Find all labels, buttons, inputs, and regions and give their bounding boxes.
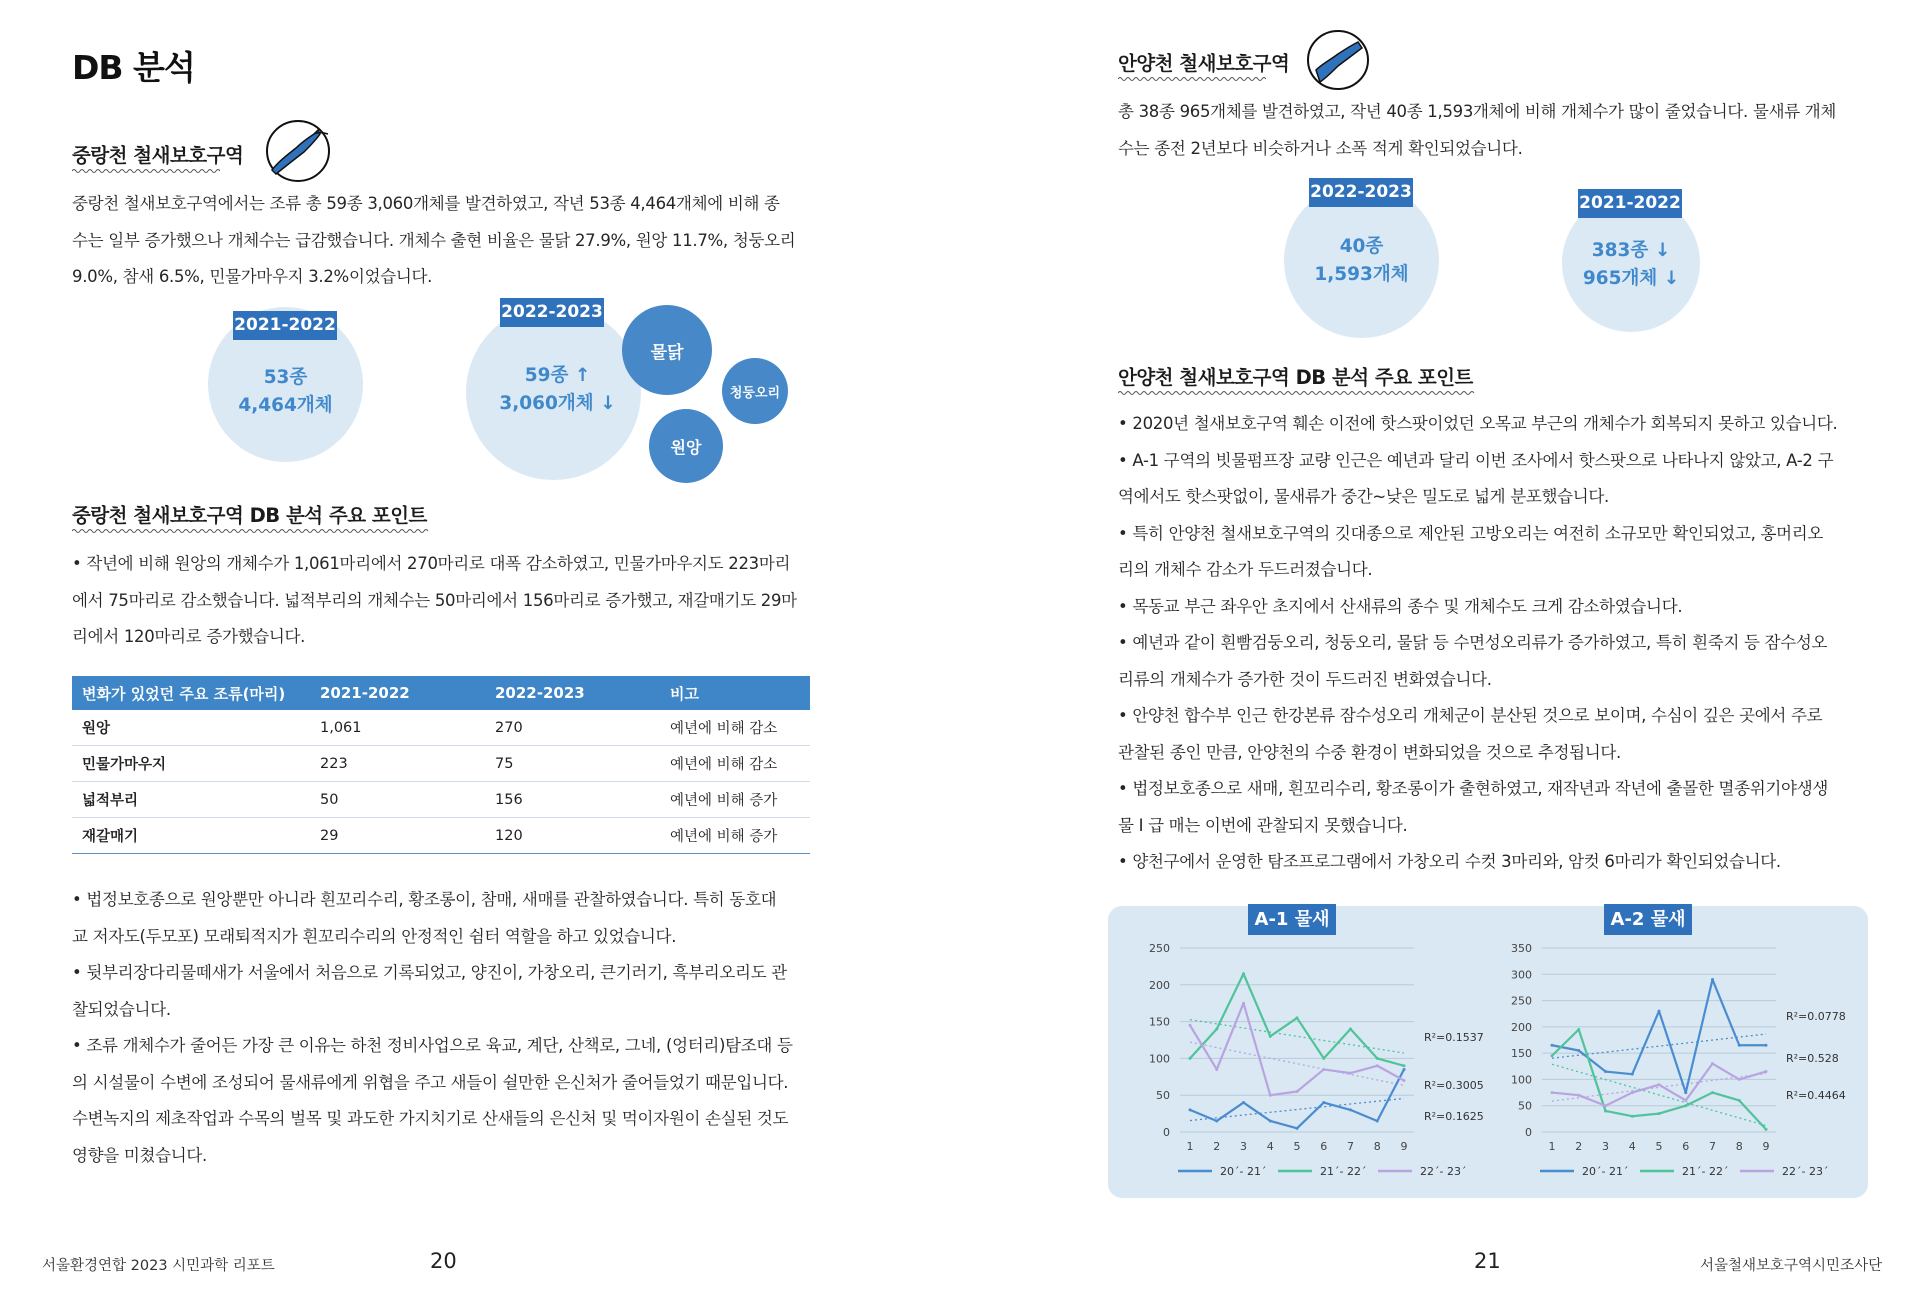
legend-label: 22´- 23´ — [1420, 1165, 1467, 1178]
r-squared-label: R²=0.0778 — [1786, 1010, 1846, 1023]
data-point — [1577, 1028, 1580, 1031]
data-point — [1631, 1091, 1634, 1094]
y-tick-label: 0 — [1163, 1126, 1170, 1139]
table-header: 2021-2022 — [310, 676, 485, 710]
x-tick-label: 9 — [1400, 1140, 1408, 1153]
y-tick-label: 50 — [1518, 1099, 1532, 1113]
table-cell: 1,061 — [310, 710, 485, 746]
bullet-line: 의 시설물이 수변에 조성되어 물새류에게 위협을 주고 새들이 쉴만한 은신처가 줄어들었기 때문입니다. — [72, 1072, 789, 1092]
summary-line: 중랑천 철새보호구역에서는 조류 총 59종 3,060개체를 발견하였고, 작년 53종 4,464개체에 비해 종 — [72, 194, 780, 213]
bullet-line: • 2020년 철새보호구역 훼손 이전에 핫스팟이었던 오목교 부근의 개체수가 회복되지 못하고 있습니다. — [1118, 414, 1838, 433]
data-point — [1551, 1044, 1554, 1047]
prev-year-stats — [1284, 233, 1439, 289]
chart-a2-waterbirds — [1468, 906, 1868, 1198]
data-point — [1403, 1079, 1406, 1082]
trendline — [1190, 1042, 1404, 1085]
r-squared-label: R²=0.1537 — [1424, 1031, 1484, 1044]
bird-change-table — [72, 676, 810, 854]
year-badge: 2022-2023 — [1309, 178, 1413, 207]
y-tick-label: 200 — [1511, 1020, 1532, 1034]
data-point — [1765, 1128, 1768, 1131]
jungnang-analysis-title: 중랑천 철새보호구역 DB 분석 주요 포인트 — [72, 504, 427, 527]
summary-line: 수는 일부 증가했으나 개체수는 급감했습니다. 개체수 출현 비율은 물닭 27.9%, 원앙 11.7%, 청둥오리 — [72, 230, 796, 250]
y-tick-label: 200 — [1149, 978, 1170, 992]
legend-label: 20´- 21´ — [1582, 1165, 1629, 1178]
data-point — [1631, 1115, 1634, 1118]
x-tick-label: 3 — [1240, 1140, 1247, 1153]
data-point — [1296, 1127, 1299, 1130]
table-cell: 50 — [310, 782, 485, 818]
data-point — [1684, 1104, 1687, 1107]
table-cell: 민물가마우지 — [72, 746, 310, 782]
bullet-line: 리류의 개체수가 증가한 것이 두드러진 변화였습니다. — [1118, 669, 1492, 689]
y-tick-label: 250 — [1149, 942, 1170, 955]
chart-a1-waterbirds — [1108, 906, 1488, 1198]
individual-count: 1,593개체 — [1314, 264, 1409, 285]
data-point — [1215, 1119, 1218, 1122]
bubble-mandarin-duck: 원앙 — [649, 409, 723, 483]
y-tick-label: 100 — [1511, 1073, 1532, 1087]
year-badge: 2021-2022 — [1578, 189, 1682, 218]
data-point — [1738, 1099, 1741, 1102]
waterbird-charts-panel — [1108, 906, 1868, 1198]
anyang-summary — [1118, 94, 1878, 167]
data-point — [1242, 1101, 1245, 1104]
data-point — [1349, 1027, 1352, 1030]
y-tick-label: 350 — [1511, 942, 1532, 955]
data-point — [1711, 978, 1714, 981]
bullet-line: 에서 75마리로 감소했습니다. 넓적부리의 개체수는 50마리에서 156마리로 증가했고, 재갈매기도 29마 — [72, 590, 797, 610]
data-point — [1376, 1119, 1379, 1122]
bullet-line: 물 I 급 매는 이번에 관찰되지 못했습니다. — [1118, 815, 1408, 835]
individual-count: 3,060개체 ↓ — [499, 393, 616, 414]
data-point — [1765, 1044, 1768, 1047]
data-point — [1658, 1083, 1661, 1086]
data-point — [1738, 1078, 1741, 1081]
page-main-title: DB 분석 — [72, 48, 195, 87]
table-header: 변화가 있었던 주요 조류(마리) — [72, 676, 310, 710]
title-underline — [72, 528, 430, 534]
data-point — [1322, 1057, 1325, 1060]
bullet-line: • 조류 개체수가 줄어든 가장 큰 이유는 하천 정비사업으로 육교, 계단, 산책로, 그네, (엉터리)탐조대 등 — [72, 1036, 793, 1055]
data-point — [1189, 1057, 1192, 1060]
data-point — [1189, 1108, 1192, 1111]
data-point — [1242, 972, 1245, 975]
series-line — [1190, 974, 1404, 1066]
x-tick-label: 7 — [1347, 1140, 1354, 1153]
y-tick-label: 150 — [1149, 1015, 1170, 1029]
summary-line: 9.0%, 참새 6.5%, 민물가마우지 3.2%이었습니다. — [72, 267, 433, 286]
x-tick-label: 8 — [1373, 1140, 1381, 1153]
y-tick-label: 300 — [1511, 968, 1532, 982]
data-point — [1631, 1073, 1634, 1076]
x-tick-label: 2 — [1575, 1140, 1583, 1153]
legend-label: 21´- 22´ — [1682, 1165, 1729, 1178]
x-tick-label: 8 — [1735, 1140, 1743, 1153]
data-point — [1269, 1035, 1272, 1038]
anyang-section-title: 안양천 철새보호구역 — [1118, 52, 1290, 75]
bullet-line: 수변녹지의 제초작업과 수목의 벌목 및 과도한 가지치기로 산새들의 은신처 및 먹이자원이 손실된 것도 — [72, 1109, 789, 1128]
table-row — [72, 746, 810, 782]
legend-label: 20´- 21´ — [1220, 1165, 1267, 1178]
data-point — [1269, 1119, 1272, 1122]
r-squared-label: R²=0.1625 — [1424, 1110, 1484, 1123]
data-point — [1349, 1072, 1352, 1075]
table-cell: 예년에 비해 증가 — [660, 818, 810, 854]
y-tick-label: 50 — [1156, 1089, 1170, 1103]
bullet-line: 리의 개체수 감소가 두드러졌습니다. — [1118, 560, 1373, 579]
x-tick-label: 2 — [1213, 1140, 1221, 1153]
legend-label: 22´- 23´ — [1782, 1165, 1829, 1178]
table-row — [72, 710, 810, 746]
data-point — [1376, 1057, 1379, 1060]
species-count: 53종 — [263, 367, 308, 388]
species-count: 383종 ↓ — [1591, 240, 1671, 261]
year-badge: 2022-2023 — [500, 298, 604, 327]
x-tick-label: 6 — [1320, 1140, 1328, 1153]
jungnang-bullet-1 — [72, 546, 832, 656]
table-header-row — [72, 676, 810, 710]
bullet-line: • A-1 구역의 빗물펌프장 교량 인근은 예년과 달리 이번 조사에서 핫스팟으로 나타나지 않았고, A-2 구 — [1118, 450, 1834, 470]
anyang-stream-map-icon — [1304, 28, 1372, 92]
table-cell: 예년에 비해 감소 — [660, 746, 810, 782]
table-row — [72, 818, 810, 854]
data-point — [1189, 1024, 1192, 1027]
table-cell: 넓적부리 — [72, 782, 310, 818]
data-point — [1577, 1094, 1580, 1097]
data-point — [1551, 1054, 1554, 1057]
data-point — [1738, 1044, 1741, 1047]
table-cell: 29 — [310, 818, 485, 854]
data-point — [1711, 1062, 1714, 1065]
anyang-bullets — [1118, 406, 1880, 881]
curr-year-stats — [485, 362, 630, 418]
table-cell: 예년에 비해 증가 — [660, 782, 810, 818]
table-header: 비고 — [660, 676, 810, 710]
summary-line: 수는 종전 2년보다 비슷하거나 소폭 적게 확인되었습니다. — [1118, 138, 1523, 158]
data-point — [1296, 1016, 1299, 1019]
x-tick-label: 5 — [1655, 1140, 1663, 1153]
data-point — [1403, 1068, 1406, 1071]
bullet-line: 역에서도 핫스팟없이, 물새류가 중간~낮은 밀도로 넓게 분포했습니다. — [1118, 487, 1609, 506]
prev-year-stats — [208, 364, 363, 420]
bullet-line: 영향을 미쳤습니다. — [72, 1145, 208, 1165]
bubble-coot: 물닭 — [622, 305, 712, 395]
year-badge: 2021-2022 — [233, 311, 337, 340]
bullet-line: 관찰된 종인 만큼, 안양천의 수중 환경이 변화되었을 것으로 추정됩니다. — [1118, 742, 1621, 762]
bullet-line: • 작년에 비해 원앙의 개체수가 1,061마리에서 270마리로 대폭 감소하였고, 민물가마우지도 223마리 — [72, 554, 791, 573]
data-point — [1322, 1101, 1325, 1104]
data-point — [1242, 1002, 1245, 1005]
data-point — [1684, 1091, 1687, 1094]
jungnang-section-title: 중랑천 철새보호구역 — [72, 144, 244, 167]
individual-count: 965개체 ↓ — [1582, 268, 1680, 289]
title-underline — [1118, 390, 1476, 396]
y-tick-label: 250 — [1511, 994, 1532, 1008]
data-point — [1269, 1094, 1272, 1097]
data-point — [1684, 1099, 1687, 1102]
data-point — [1376, 1064, 1379, 1067]
bullet-line: • 양천구에서 운영한 탐조프로그램에서 가창오리 수컷 3마리와, 암컷 6마리가 확인되었습니다. — [1118, 852, 1781, 871]
right-page — [960, 0, 1920, 1309]
table-cell: 예년에 비해 감소 — [660, 710, 810, 746]
trendline — [1190, 1020, 1404, 1053]
title-underline — [1118, 76, 1266, 82]
x-tick-label: 1 — [1548, 1140, 1556, 1153]
data-point — [1215, 1027, 1218, 1030]
data-point — [1403, 1064, 1406, 1067]
data-point — [1604, 1070, 1607, 1073]
x-tick-label: 1 — [1186, 1140, 1194, 1153]
jungnang-stream-map-icon — [262, 118, 334, 184]
table-header: 2022-2023 — [485, 676, 660, 710]
jungnang-summary — [72, 186, 832, 296]
title-underline — [72, 168, 220, 174]
x-tick-label: 4 — [1628, 1140, 1636, 1153]
y-tick-label: 0 — [1525, 1126, 1532, 1139]
table-cell: 75 — [485, 746, 660, 782]
x-tick-label: 3 — [1602, 1140, 1609, 1153]
table-cell: 223 — [310, 746, 485, 782]
summary-line: 총 38종 965개체를 발견하였고, 작년 40종 1,593개체에 비해 개체수가 많이 줄었습니다. 물새류 개체 — [1118, 102, 1837, 121]
species-count: 40종 — [1339, 236, 1384, 257]
data-point — [1658, 1112, 1661, 1115]
chart-title-a1: A-1 물새 — [1248, 904, 1336, 935]
table-cell: 재갈매기 — [72, 818, 310, 854]
x-tick-label: 9 — [1762, 1140, 1770, 1153]
r-squared-label: R²=0.528 — [1786, 1052, 1839, 1065]
species-count: 59종 ↑ — [524, 365, 591, 386]
page-number-left: 20 — [430, 1249, 457, 1273]
r-squared-label: R²=0.4464 — [1786, 1089, 1846, 1102]
bullet-line: 찰되었습니다. — [72, 999, 171, 1019]
data-point — [1658, 1010, 1661, 1013]
bullet-line: • 예년과 같이 흰빰검둥오리, 청둥오리, 물닭 등 수면성오리류가 증가하였고, 특히 흰죽지 등 잠수성오 — [1118, 633, 1828, 652]
y-tick-label: 100 — [1149, 1052, 1170, 1066]
data-point — [1604, 1109, 1607, 1112]
jungnang-bullets-2 — [72, 882, 842, 1174]
page-number-right: 21 — [1474, 1249, 1501, 1273]
x-tick-label: 5 — [1293, 1140, 1301, 1153]
data-point — [1765, 1070, 1768, 1073]
data-point — [1322, 1068, 1325, 1071]
curr-year-stats — [1562, 237, 1700, 293]
data-point — [1577, 1049, 1580, 1052]
table-cell: 156 — [485, 782, 660, 818]
x-tick-label: 7 — [1709, 1140, 1716, 1153]
bubble-mallard: 청둥오리 — [722, 358, 788, 424]
footer-left: 서울환경연합 2023 시민과학 리포트 — [42, 1258, 275, 1274]
data-point — [1215, 1068, 1218, 1071]
bullet-line: • 목동교 부근 좌우안 초지에서 산새류의 종수 및 개체수도 크게 감소하였습니다. — [1118, 596, 1683, 616]
bullet-line: • 안양천 합수부 인근 한강본류 잠수성오리 개체군이 분산된 것으로 보이며, 수심이 깊은 곳에서 주로 — [1118, 706, 1823, 725]
bullet-line: 교 저자도(두모포) 모래퇴적지가 흰꼬리수리의 안정적인 쉼터 역할을 하고 있었습니다. — [72, 926, 677, 946]
table-cell: 270 — [485, 710, 660, 746]
bullet-line: • 법정보호종으로 원앙뿐만 아니라 흰꼬리수리, 황조롱이, 참매, 새매를 관찰하였습니다. 특히 동호대 — [72, 890, 777, 909]
bullet-line: • 특히 안양천 철새보호구역의 깃대종으로 제안된 고방오리는 여전히 소규모만 확인되었고, 홍머리오 — [1118, 523, 1824, 543]
individual-count: 4,464개체 — [238, 395, 333, 416]
x-tick-label: 4 — [1266, 1140, 1274, 1153]
table-row — [72, 782, 810, 818]
footer-right: 서울철새보호구역시민조사단 — [1700, 1258, 1883, 1274]
legend-label: 21´- 22´ — [1320, 1165, 1367, 1178]
y-tick-label: 150 — [1511, 1047, 1532, 1061]
bullet-line: 리에서 120마리로 증가했습니다. — [72, 627, 306, 646]
data-point — [1711, 1091, 1714, 1094]
r-squared-label: R²=0.3005 — [1424, 1079, 1484, 1092]
table-cell: 원앙 — [72, 710, 310, 746]
bullet-line: • 뒷부리장다리물떼새가 서울에서 처음으로 기록되었고, 양진이, 가창오리, 큰기러기, 흑부리오리도 관 — [72, 963, 787, 982]
anyang-analysis-title: 안양천 철새보호구역 DB 분석 주요 포인트 — [1118, 366, 1473, 389]
data-point — [1296, 1090, 1299, 1093]
x-tick-label: 6 — [1682, 1140, 1690, 1153]
trendline — [1552, 1064, 1766, 1125]
data-point — [1551, 1091, 1554, 1094]
data-point — [1349, 1108, 1352, 1111]
chart-title-a2: A-2 물새 — [1604, 904, 1692, 935]
data-point — [1604, 1104, 1607, 1107]
table-cell: 120 — [485, 818, 660, 854]
bullet-line: • 법정보호종으로 새매, 흰꼬리수리, 황조롱이가 출현하였고, 재작년과 작년에 출몰한 멸종위기야생생 — [1118, 779, 1828, 798]
